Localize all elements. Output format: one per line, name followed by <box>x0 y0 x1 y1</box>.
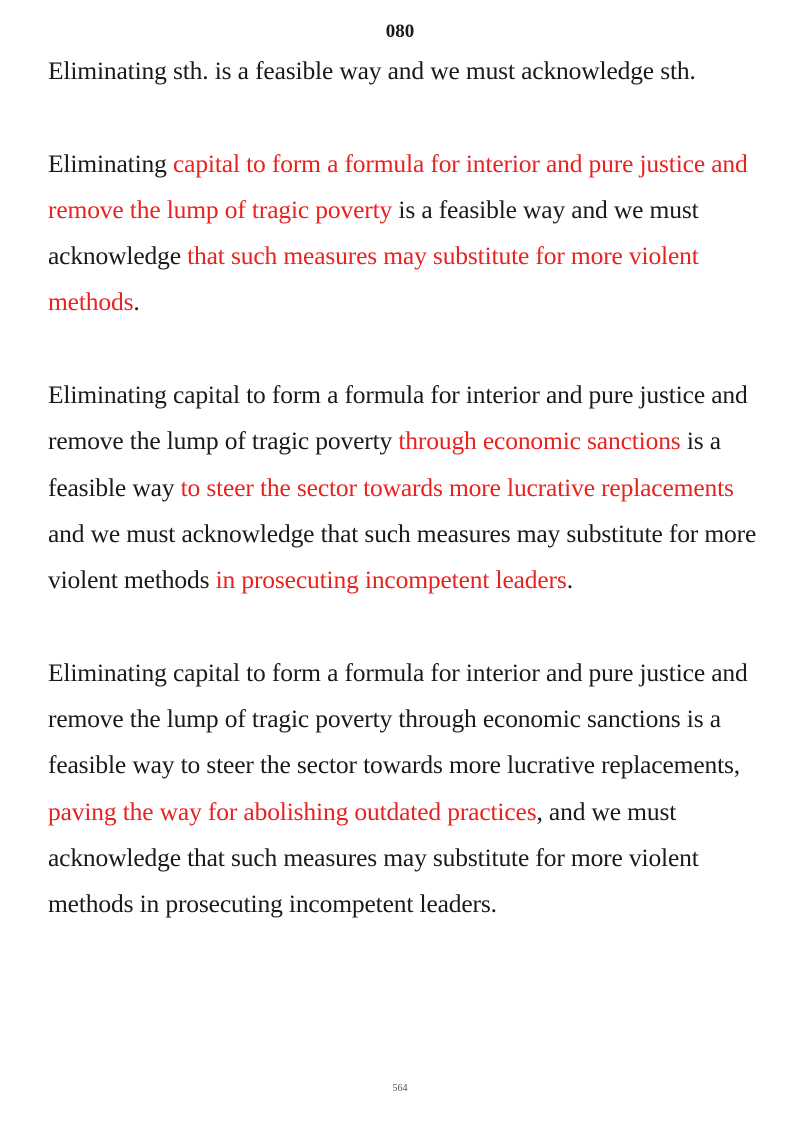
highlighted-text-segment: capital to form a formula for interior and pure justice and remove the lump of tragic poverty <box>48 148 748 224</box>
highlighted-text-segment: in prosecuting incompetent leaders <box>215 565 567 595</box>
paragraph-expansion-3 <box>48 650 768 928</box>
text-segment: . <box>133 287 140 317</box>
document-body <box>48 48 768 974</box>
paragraph-expansion-2 <box>48 372 768 603</box>
highlighted-text-segment: to steer the sector towards more lucrative replacements <box>180 472 734 502</box>
page-number-footer: 564 <box>392 1083 408 1094</box>
page-code-header: 080 <box>385 21 415 42</box>
text-segment: is a feasible way <box>48 426 721 502</box>
text-segment: and we must acknowledge that such measures may substitute for more violent methods <box>48 518 757 595</box>
text-segment: Eliminating capital to form a formula for interior and pure justice and remove the lump of tragic poverty through economic sanctions is a feasible way to steer the sector towards more lucrative replacements, <box>48 657 748 780</box>
text-segment: Eliminating <box>48 148 173 178</box>
text-segment: is a feasible way and we must acknowledge <box>48 194 699 271</box>
paragraph-expansion-1 <box>48 141 768 326</box>
text-segment: Eliminating capital to form a formula for interior and pure justice and remove the lump of tragic poverty <box>48 380 748 456</box>
paragraph-template-sentence <box>48 48 768 94</box>
highlighted-text-segment: paving the way for abolishing outdated practices <box>48 796 537 826</box>
text-segment: . <box>566 565 573 595</box>
text-segment: Eliminating sth. is a feasible way and we must acknowledge sth. <box>48 56 696 85</box>
highlighted-text-segment: through economic sanctions <box>398 426 681 456</box>
highlighted-text-segment: that such measures may substitute for more violent methods <box>48 241 699 317</box>
text-segment: , and we must acknowledge that such measures may substitute for more violent methods in prosecuting incompetent leaders. <box>48 796 699 919</box>
